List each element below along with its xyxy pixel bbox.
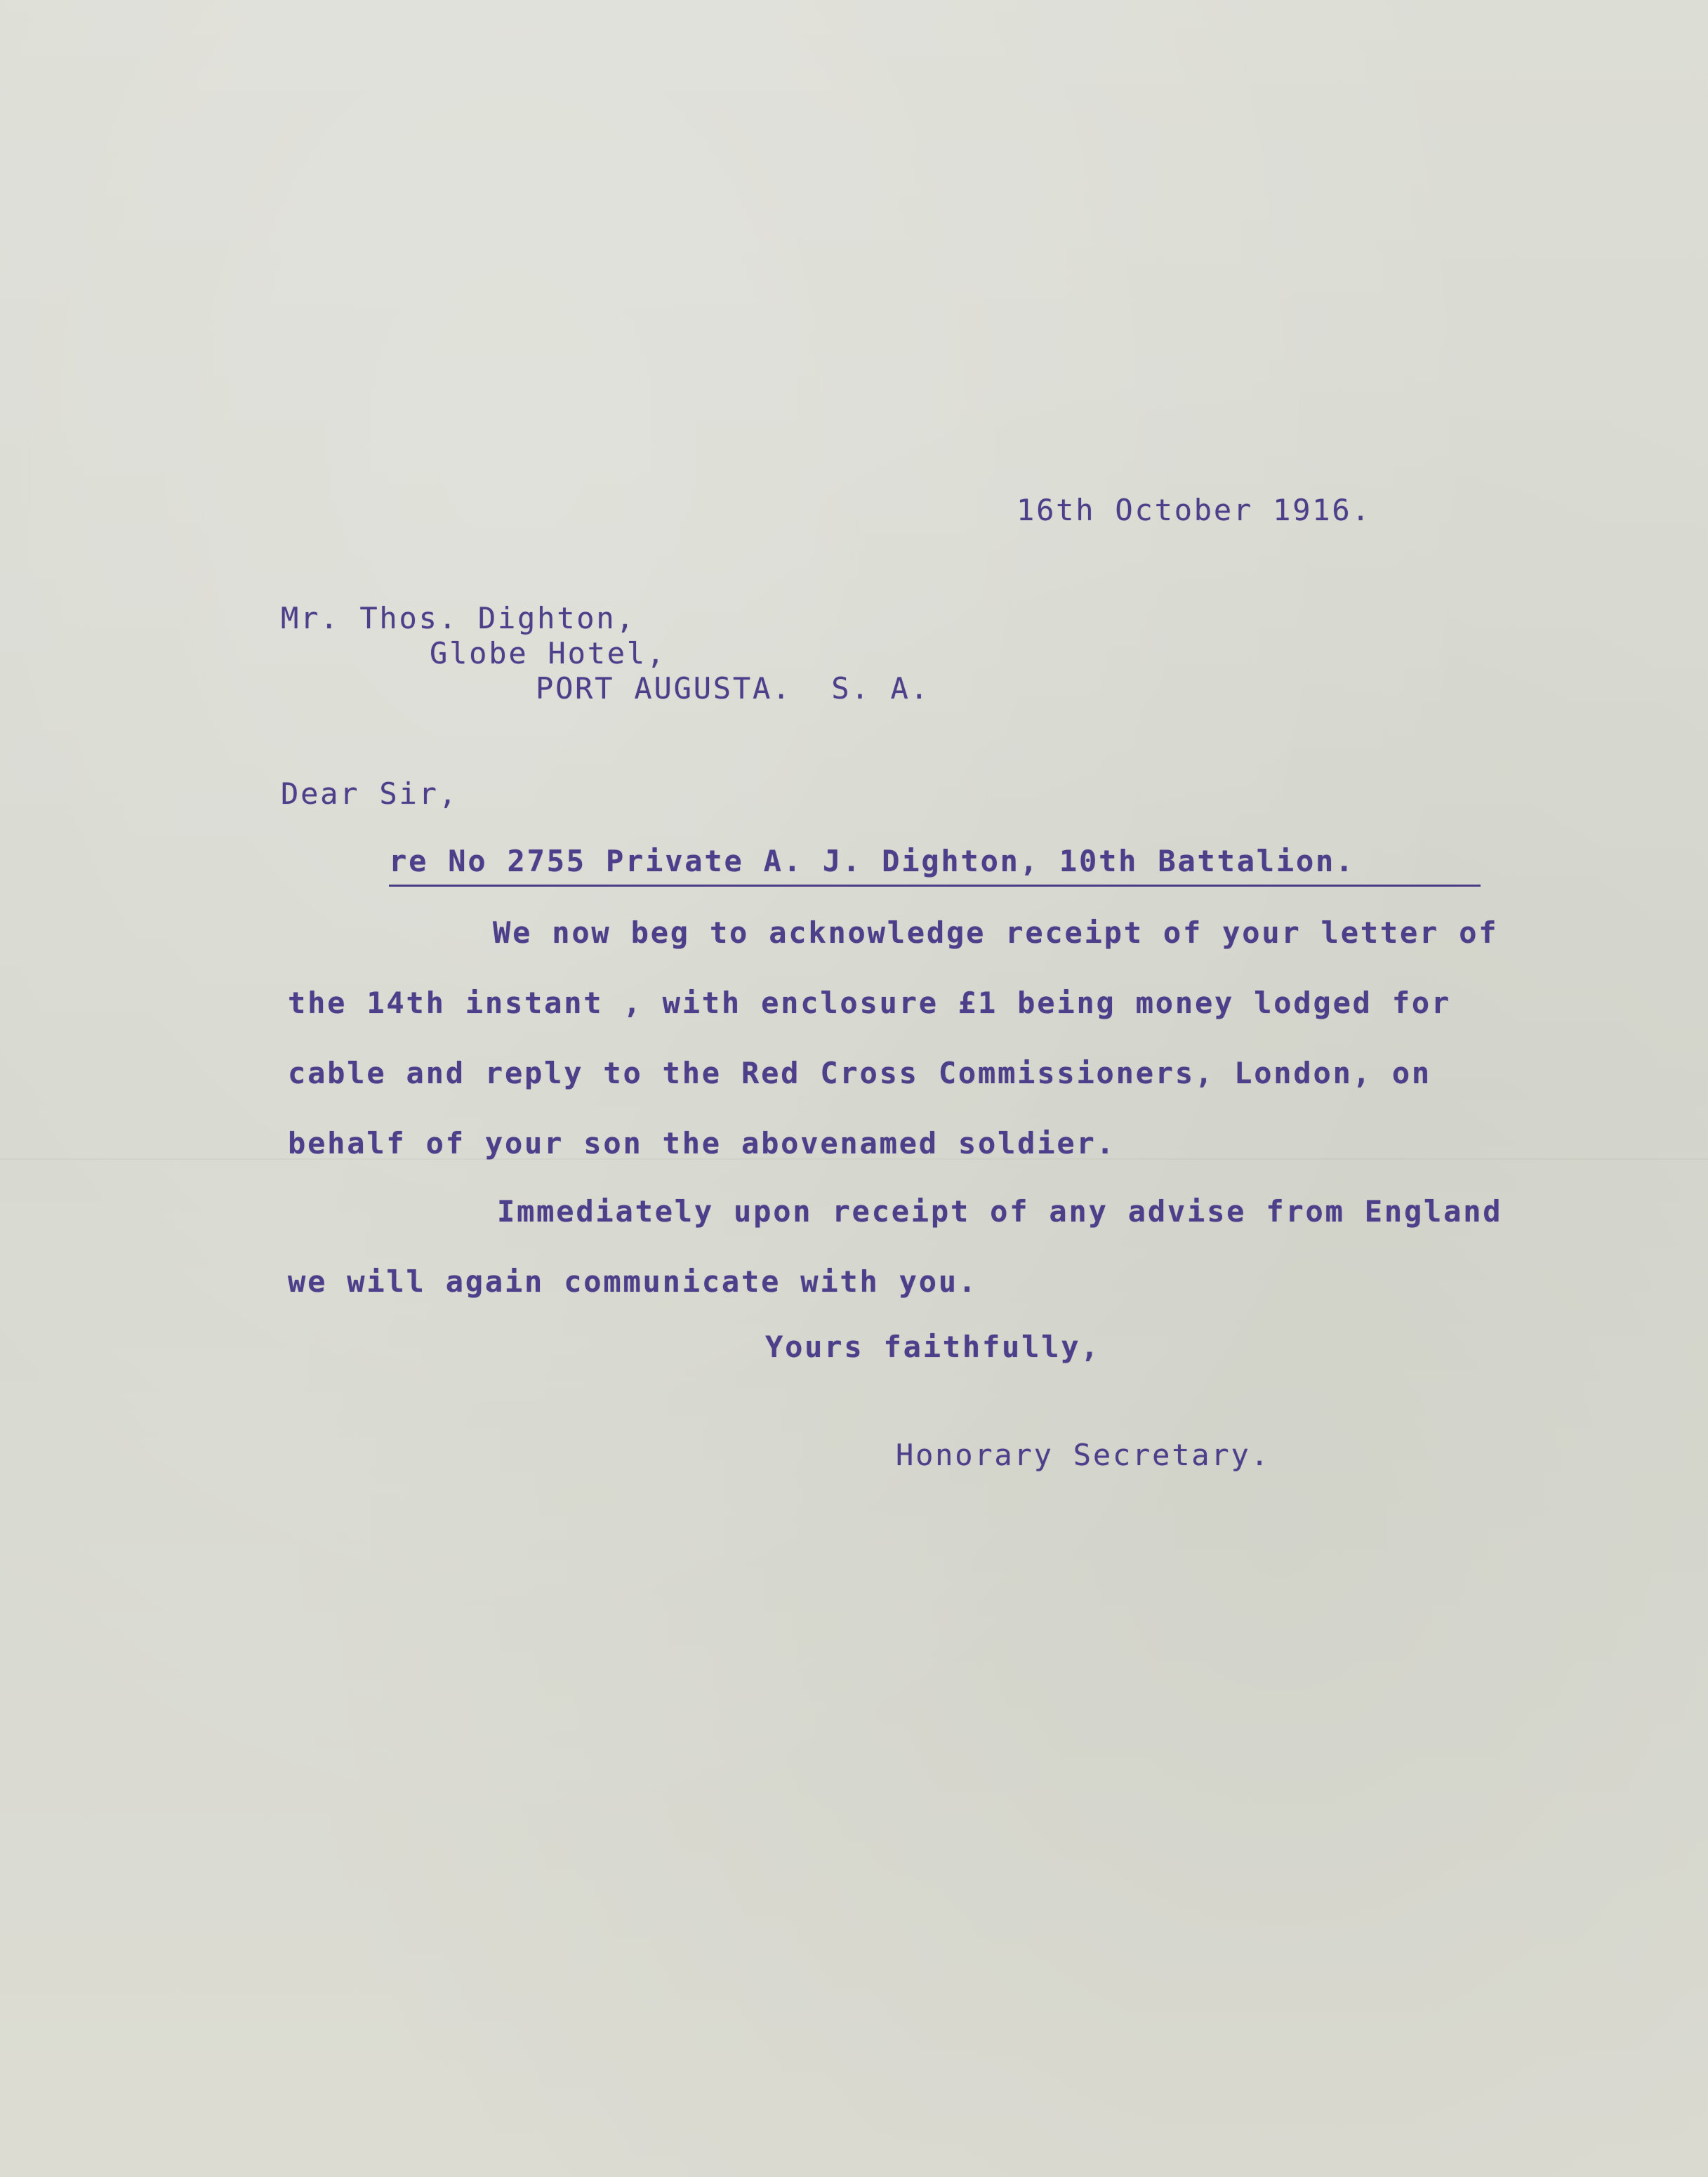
signature-title: Honorary Secretary. [896, 1438, 1271, 1472]
body-line-4: behalf of your son the abovenamed soldier. [288, 1126, 1116, 1160]
closing: Yours faithfully, [765, 1330, 1101, 1364]
body-line-5: Immediately upon receipt of any advise from England [497, 1194, 1503, 1229]
body-line-2: the 14th instant , with enclosure £1 being money lodged for [288, 986, 1452, 1020]
body-line-1: We now beg to acknowledge receipt of your letter of [493, 915, 1499, 950]
body-line-3: cable and reply to the Red Cross Commissioners, London, on [288, 1056, 1431, 1090]
recipient-town: PORT AUGUSTA. S. A. [536, 671, 930, 706]
body-line-6: we will again communicate with you. [288, 1264, 979, 1299]
salutation: Dear Sir, [281, 776, 458, 811]
recipient-hotel: Globe Hotel, [430, 636, 667, 670]
subject-line: re No 2755 Private A. J. Dighton, 10th Battalion. [389, 847, 1481, 887]
recipient-name: Mr. Thos. Dighton, [281, 601, 636, 635]
letter-date: 16th October 1916. [1017, 493, 1372, 527]
